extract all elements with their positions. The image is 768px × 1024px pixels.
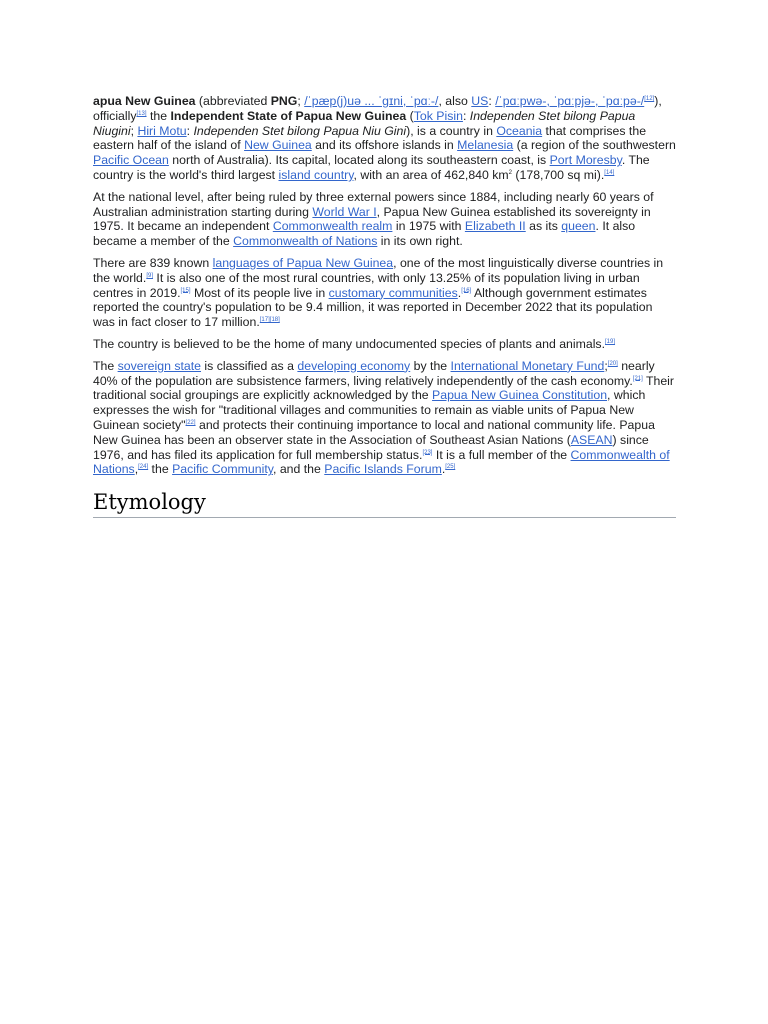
text: The country is believed to be the home of many undocumented species of plants and animals. — [93, 336, 605, 351]
ipa-pronunciation-link[interactable]: /ˈpæp(j)uə ... ˈɡɪni, ˈpɑː-/ — [304, 94, 439, 108]
citation-link[interactable]: [12] — [644, 95, 655, 102]
text: as its — [525, 219, 562, 234]
citation-25[interactable] — [445, 464, 455, 470]
text: Most of its people live in — [190, 285, 329, 300]
hiri-motu-name: Independen Stet bilong Papua Niu Gini — [193, 123, 407, 138]
text: Although government estimates reported the country's population to be 9.4 million, it was reported in December 2022 that its population was in fact closer to 17 million. — [93, 285, 653, 330]
text: , which expresses the wish for "traditional villages and communities to remain as viable units of Papua New Guinean society" — [93, 388, 646, 432]
citation-21[interactable] — [633, 375, 643, 381]
text: that comprises the eastern half of the island of — [93, 123, 647, 153]
citation-20[interactable] — [608, 361, 618, 367]
commonwealth-of-nations-link-2[interactable]: Commonwealth of Nations — [93, 447, 670, 477]
paragraph-history — [93, 190, 676, 249]
article-body — [93, 94, 676, 518]
abbreviation: PNG — [270, 94, 298, 108]
text: ; — [297, 94, 305, 108]
text: . — [457, 285, 462, 300]
pacific-community-link[interactable]: Pacific Community — [172, 462, 273, 477]
text: It is also one of the most rural countries, with only 13.25% of its population living in urban centres in 2019. — [93, 270, 640, 300]
elizabeth-ii-link[interactable]: Elizabeth II — [464, 219, 526, 234]
citation-9[interactable] — [146, 273, 153, 279]
citation-link[interactable]: [15] — [180, 287, 191, 294]
paragraph-languages — [93, 256, 676, 330]
citation-24[interactable] — [138, 464, 148, 470]
commonwealth-realm-link[interactable]: Commonwealth realm — [272, 219, 393, 234]
png-constitution-link[interactable]: Papua New Guinea Constitution — [432, 388, 608, 403]
text: , also — [438, 94, 472, 108]
new-guinea-link[interactable]: New Guinea — [244, 138, 312, 153]
port-moresby-link[interactable]: Port Moresby — [549, 153, 622, 168]
citation-link[interactable]: [17][18] — [259, 317, 280, 324]
citation-14[interactable] — [604, 170, 614, 176]
citation-15[interactable] — [181, 287, 191, 293]
world-war-i-link[interactable]: World War I — [312, 204, 377, 219]
queen-link[interactable]: queen — [561, 219, 596, 234]
customary-communities-link[interactable]: customary communities — [328, 285, 458, 300]
text: , and the — [272, 462, 325, 477]
text: It is a full member of the — [432, 447, 571, 462]
oceania-link[interactable]: Oceania — [496, 123, 543, 138]
text: and its offshore islands in — [311, 138, 458, 153]
text: . It also became a member of the — [93, 219, 636, 249]
commonwealth-of-nations-link[interactable]: Commonwealth of Nations — [233, 234, 378, 249]
citation-link[interactable]: [19] — [605, 338, 616, 345]
text: There are 839 known — [93, 255, 213, 270]
citation-16[interactable] — [461, 287, 471, 293]
text: nearly 40% of the population are subsistence farmers, living relatively independently of the cash economy. — [93, 358, 655, 388]
citation-link[interactable]: [23] — [422, 449, 433, 456]
citation-link[interactable]: [24] — [138, 464, 149, 471]
paragraph-biodiversity — [93, 337, 676, 352]
text: (178,700 sq mi). — [512, 167, 605, 182]
ipa-us-pronunciation-link[interactable]: /ˈpɑːpwə-, ˈpɑːpjə-, ˈpɑːpə-/ — [495, 94, 645, 108]
asean-link[interactable]: ASEAN — [570, 432, 613, 447]
text: north of Australia). Its capital, located along its southeastern coast, is — [168, 153, 550, 168]
us-link[interactable]: US — [471, 94, 489, 108]
text: . — [441, 462, 446, 477]
citation-23[interactable] — [422, 449, 432, 455]
citation-link[interactable]: [20] — [607, 360, 618, 367]
text: , with an area of 462,840 km — [353, 167, 509, 182]
citation-12[interactable] — [644, 96, 654, 102]
text: by the — [410, 358, 451, 373]
island-country-link[interactable]: island country — [278, 167, 354, 182]
lead-title: apua New Guinea — [93, 94, 196, 108]
citation-link[interactable]: [13] — [136, 110, 147, 117]
text: and protects their continuing importance to local and national community life. Papua New Guinea has been an observer state in the Association of Southeast Asian Nations ( — [93, 417, 655, 447]
languages-link[interactable]: languages of Papua New Guinea — [212, 255, 394, 270]
text: : — [462, 108, 470, 123]
text: , — [134, 462, 139, 477]
citation-13[interactable] — [137, 111, 147, 117]
tok-pisin-link[interactable]: Tok Pisin — [413, 108, 463, 123]
text: the — [148, 462, 173, 477]
text: ; — [604, 358, 608, 373]
text: ), is a country in — [406, 123, 497, 138]
pacific-islands-forum-link[interactable]: Pacific Islands Forum — [324, 462, 442, 477]
text: , Papua New Guinea established its sovereignty in 1975. It became an independent — [93, 204, 651, 234]
citation-link[interactable]: [25] — [445, 464, 456, 471]
pacific-ocean-link[interactable]: Pacific Ocean — [93, 153, 169, 168]
text: The — [93, 358, 118, 373]
developing-economy-link[interactable]: developing economy — [297, 358, 411, 373]
melanesia-link[interactable]: Melanesia — [457, 138, 514, 153]
citation-link[interactable]: [16] — [461, 287, 472, 294]
text: Their traditional social groupings are explicitly acknowledged by the — [93, 373, 675, 403]
text: . The country is the world's third largest — [93, 153, 650, 182]
text: ( — [406, 108, 414, 123]
sovereign-state-link[interactable]: sovereign state — [117, 358, 202, 373]
citation-19[interactable] — [605, 339, 615, 345]
text: : — [488, 94, 496, 108]
text: (abbreviated — [195, 94, 271, 108]
paragraph-economy — [93, 359, 676, 477]
citation-link[interactable]: [21] — [632, 375, 643, 382]
text: the — [146, 108, 171, 123]
citation-link[interactable]: [9] — [146, 272, 153, 279]
hiri-motu-link[interactable]: Hiri Motu — [137, 123, 187, 138]
text: At the national level, after being ruled by three external powers since 1884, including nearly 60 years of Australian administration starting during — [93, 189, 654, 219]
imf-link[interactable]: International Monetary Fund — [450, 358, 605, 373]
official-name: Independent State of Papua New Guinea — [170, 108, 407, 123]
text: in 1975 with — [392, 219, 465, 234]
citation-17-18[interactable] — [260, 317, 280, 323]
tok-pisin-name: Independen Stet bilong Papua Niugini — [93, 108, 636, 138]
section-heading-etymology: Etymology — [93, 489, 676, 518]
citation-link[interactable]: [14] — [604, 169, 615, 176]
text: ) since 1976, and has filed its application for full membership status. — [93, 432, 649, 462]
citation-link[interactable]: [22] — [185, 419, 196, 426]
citation-22[interactable] — [186, 420, 196, 426]
paragraph-intro — [93, 94, 676, 183]
superscript-2: 2 — [508, 169, 512, 176]
text: is classified as a — [201, 358, 298, 373]
text: (a region of the southwestern — [513, 138, 676, 153]
text: ; — [130, 123, 138, 138]
text: : — [186, 123, 194, 138]
text: in its own right. — [377, 234, 463, 249]
text: ), officially — [93, 94, 662, 123]
text: , one of the most linguistically diverse countries in the world. — [93, 255, 664, 285]
